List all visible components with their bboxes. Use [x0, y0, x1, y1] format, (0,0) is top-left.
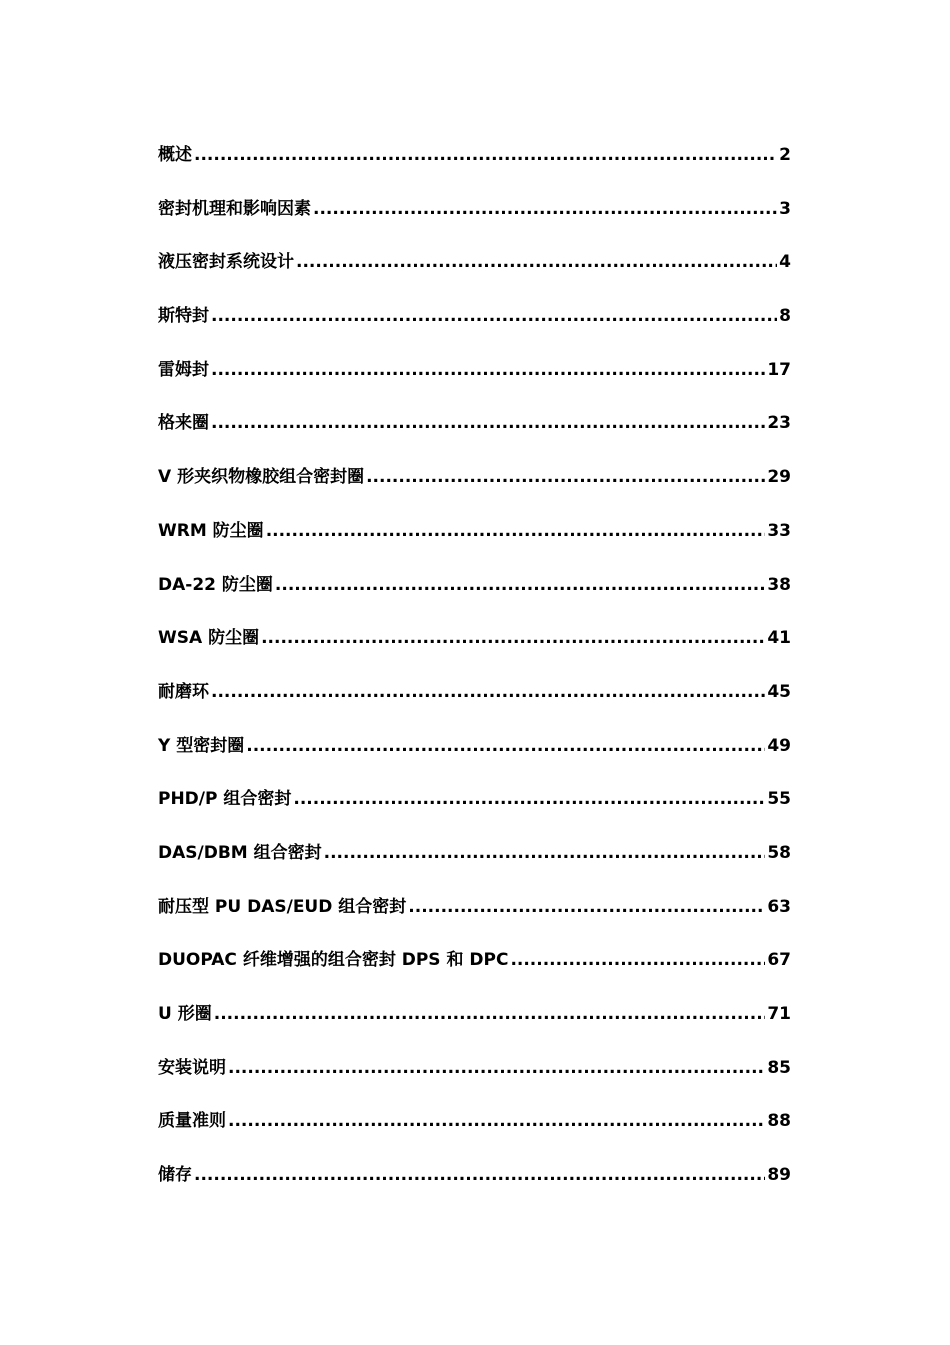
toc-page-number: 17: [767, 359, 791, 380]
toc-dot-leader: [366, 464, 765, 490]
toc-page-number: 3: [779, 198, 791, 219]
toc-entry-title: 液压密封系统设计: [158, 252, 294, 273]
toc-page-number: 29: [767, 467, 791, 488]
toc-entry-title: V 形夹织物橡胶组合密封圈: [158, 467, 365, 488]
toc-entry-title: U 形圈: [158, 1004, 212, 1024]
toc-page-number: 67: [767, 950, 791, 971]
toc-dot-leader: [211, 357, 765, 383]
toc-dot-leader: [266, 518, 766, 544]
toc-entry[interactable]: [158, 840, 791, 894]
toc-entry[interactable]: [158, 303, 791, 357]
toc-dot-leader: [214, 1001, 766, 1027]
toc-page-number: 8: [779, 306, 791, 327]
toc-entry-title: 耐磨环: [158, 681, 209, 702]
toc-entry-title: 质量准则: [158, 1111, 226, 1132]
toc-entry[interactable]: [158, 464, 791, 518]
toc-dot-leader: [313, 196, 777, 222]
toc-entry-title: WSA 防尘圈: [158, 628, 260, 649]
toc-entry[interactable]: [158, 142, 791, 196]
toc-dot-leader: [211, 410, 765, 436]
toc-entry-title: DAS/DBM 组合密封: [158, 842, 322, 863]
toc-dot-leader: [246, 733, 765, 759]
toc-dot-leader: [194, 142, 777, 168]
toc-page-number: 41: [767, 628, 791, 649]
toc-entry-title: 耐压型 PU DAS/EUD 组合密封: [158, 896, 407, 917]
table-of-contents: [158, 142, 791, 1216]
toc-dot-leader: [261, 625, 765, 651]
toc-dot-leader: [228, 1055, 765, 1081]
toc-entry[interactable]: [158, 786, 791, 840]
toc-page-number: 58: [767, 842, 791, 863]
toc-entry-title: 安装说明: [158, 1057, 226, 1078]
toc-page-number: 88: [767, 1111, 791, 1132]
toc-entry-title: Y 型密封圈: [158, 735, 245, 756]
toc-entry[interactable]: [158, 679, 791, 733]
toc-page-number: 33: [767, 520, 791, 541]
toc-entry-title: 概述: [158, 145, 192, 165]
toc-dot-leader: [211, 679, 765, 705]
toc-page-number: 63: [767, 896, 791, 917]
toc-entry-title: PHD/P 组合密封: [158, 789, 292, 810]
toc-dot-leader: [228, 1108, 765, 1134]
toc-dot-leader: [408, 894, 765, 920]
toc-entry-title: DA-22 防尘圈: [158, 574, 273, 595]
toc-entry[interactable]: [158, 1108, 791, 1162]
toc-entry[interactable]: [158, 249, 791, 303]
toc-entry-title: 密封机理和影响因素: [158, 198, 311, 219]
toc-entry-title: 雷姆封: [158, 359, 209, 380]
toc-page-number: 89: [767, 1165, 791, 1186]
toc-page-number: 55: [767, 789, 791, 810]
toc-entry[interactable]: [158, 1055, 791, 1109]
toc-page-number: 49: [767, 735, 791, 756]
toc-dot-leader: [296, 249, 777, 275]
toc-entry-title: WRM 防尘圈: [158, 520, 264, 541]
toc-entry[interactable]: [158, 894, 791, 948]
toc-entry-title: 斯特封: [158, 306, 209, 327]
toc-dot-leader: [211, 303, 777, 329]
toc-entry-title: DUOPAC 纤维增强的组合密封 DPS 和 DPC: [158, 950, 509, 971]
toc-page-number: 23: [767, 413, 791, 434]
toc-dot-leader: [510, 947, 765, 973]
toc-page-number: 38: [767, 574, 791, 595]
toc-entry[interactable]: [158, 625, 791, 679]
toc-entry[interactable]: [158, 410, 791, 464]
toc-entry[interactable]: [158, 733, 791, 787]
toc-entry[interactable]: [158, 518, 791, 572]
toc-entry[interactable]: [158, 572, 791, 626]
toc-dot-leader: [324, 840, 766, 866]
toc-dot-leader: [194, 1162, 765, 1188]
toc-page-number: 45: [767, 681, 791, 702]
toc-dot-leader: [293, 786, 765, 812]
toc-entry[interactable]: [158, 1162, 791, 1216]
toc-page-number: 2: [779, 145, 791, 165]
toc-page-number: 4: [779, 252, 791, 273]
toc-entry-title: 储存: [158, 1165, 192, 1186]
toc-entry[interactable]: [158, 357, 791, 411]
toc-page-number: 71: [767, 1004, 791, 1024]
toc-page-number: 85: [767, 1057, 791, 1078]
toc-dot-leader: [275, 572, 765, 598]
toc-entry[interactable]: [158, 1001, 791, 1055]
toc-entry-title: 格来圈: [158, 413, 209, 434]
toc-entry[interactable]: [158, 196, 791, 250]
toc-entry[interactable]: [158, 947, 791, 1001]
